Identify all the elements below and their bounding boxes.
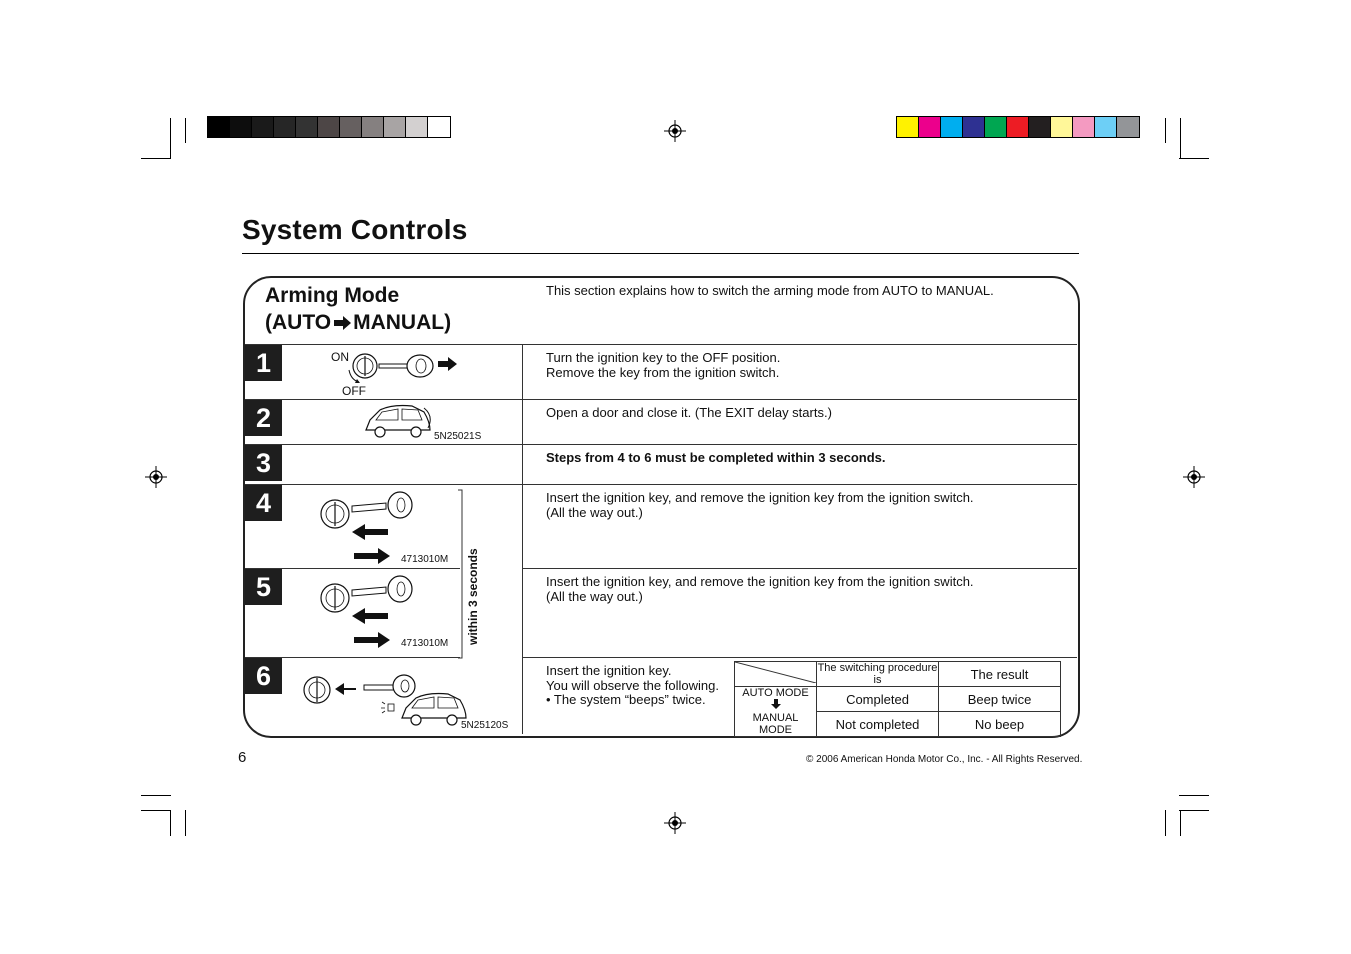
color-swatch xyxy=(1007,117,1029,137)
crop-mark xyxy=(141,810,171,811)
row-divider xyxy=(245,344,1077,345)
color-swatch xyxy=(1051,117,1073,137)
color-swatch xyxy=(941,117,963,137)
registration-mark-icon xyxy=(664,120,686,142)
crop-mark xyxy=(141,795,171,796)
color-swatch xyxy=(1073,117,1095,137)
crop-mark xyxy=(1180,810,1181,836)
procedure-completed: Completed xyxy=(817,687,939,712)
header-result: The result xyxy=(939,662,1061,687)
crop-mark xyxy=(1179,810,1209,811)
crop-mark xyxy=(1179,795,1209,796)
row-divider xyxy=(523,657,1077,658)
step-number-6: 6 xyxy=(245,658,282,694)
color-swatch xyxy=(384,117,406,137)
car-door-icon xyxy=(362,402,434,440)
mode-change-cell xyxy=(735,687,817,737)
color-swatch xyxy=(318,117,340,137)
step-number-3: 3 xyxy=(245,445,282,481)
ignition-key-off-icon xyxy=(345,348,465,388)
section-title xyxy=(265,282,451,336)
step-number-5: 5 xyxy=(245,569,282,605)
registration-mark-icon xyxy=(664,812,686,834)
crop-mark xyxy=(1165,810,1166,836)
ignition-off-label: OFF xyxy=(342,384,366,398)
crop-mark xyxy=(141,158,171,159)
arrow-right-icon xyxy=(332,315,352,331)
process-color-bar xyxy=(896,116,1140,138)
arrow-down-icon xyxy=(771,699,781,709)
diagonal-line xyxy=(735,662,816,683)
color-swatch xyxy=(274,117,296,137)
page-title: System Controls xyxy=(242,214,468,245)
color-swatch xyxy=(919,117,941,137)
figure-code: 5N25120S xyxy=(461,720,509,731)
mode-from-label: AUTO MODE xyxy=(742,687,809,699)
color-swatch xyxy=(985,117,1007,137)
grayscale-color-bar xyxy=(207,116,451,138)
color-swatch xyxy=(362,117,384,137)
crop-mark xyxy=(1165,118,1166,143)
figure-code: 4713010M xyxy=(401,638,449,649)
row-divider xyxy=(523,568,1077,569)
registration-mark-icon xyxy=(145,466,167,488)
step-6-text: Insert the ignition key. You will observe the following. • The system “beeps” twice. xyxy=(546,663,719,707)
step-number-2: 2 xyxy=(245,400,282,436)
color-swatch xyxy=(963,117,985,137)
color-swatch xyxy=(897,117,919,137)
table-corner-cell xyxy=(735,662,817,687)
section-title-line1: Arming Mode xyxy=(265,284,400,307)
title-rule xyxy=(242,253,1079,254)
row-divider xyxy=(245,444,1077,445)
color-swatch xyxy=(428,117,450,137)
insert-key-beep-icon xyxy=(302,664,472,726)
within-3-seconds-label: within 3 seconds xyxy=(466,548,480,645)
procedure-not-completed: Not completed xyxy=(817,712,939,737)
mode-to-label: MANUAL MODE xyxy=(752,712,799,736)
page-number: 6 xyxy=(238,749,247,766)
result-no-beep: No beep xyxy=(939,712,1061,737)
crop-mark xyxy=(1180,118,1181,158)
row-divider xyxy=(245,399,1077,400)
figure-code: 5N25021S xyxy=(434,431,482,442)
registration-mark-icon xyxy=(1183,466,1205,488)
copyright: © 2006 American Honda Motor Co., Inc. - All Rights Reserved. xyxy=(806,754,1083,765)
color-swatch xyxy=(296,117,318,137)
crop-mark xyxy=(185,810,186,836)
bracket xyxy=(456,489,466,659)
crop-mark xyxy=(170,118,171,158)
step-1-text: Turn the ignition key to the OFF position. Remove the key from the ignition switch. xyxy=(546,350,781,380)
color-swatch xyxy=(406,117,428,137)
step-3-text: Steps from 4 to 6 must be completed within 3 seconds. xyxy=(546,450,886,465)
color-swatch xyxy=(208,117,230,137)
step-number-4: 4 xyxy=(245,485,282,521)
column-divider xyxy=(522,344,523,734)
step-4-text: Insert the ignition key, and remove the ignition key from the ignition switch. (All the way out.) xyxy=(546,490,974,520)
ignition-on-label: ON xyxy=(331,350,349,364)
header-procedure: The switching procedure is xyxy=(817,662,938,686)
crop-mark xyxy=(170,810,171,836)
step-number-1: 1 xyxy=(245,345,282,381)
step-5-text: Insert the ignition key, and remove the ignition key from the ignition switch. (All the way out.) xyxy=(546,574,974,604)
color-swatch xyxy=(1117,117,1139,137)
section-intro: This section explains how to switch the arming mode from AUTO to MANUAL. xyxy=(546,283,994,298)
crop-mark xyxy=(185,118,186,143)
result-beep-twice: Beep twice xyxy=(939,687,1061,712)
color-swatch xyxy=(1029,117,1051,137)
section-title-line2: (AUTO MANUAL) xyxy=(265,311,452,334)
figure-code: 4713010M xyxy=(401,554,449,565)
color-swatch xyxy=(1095,117,1117,137)
step-2-text: Open a door and close it. (The EXIT delay starts.) xyxy=(546,405,832,420)
row-divider xyxy=(245,484,1077,485)
color-swatch xyxy=(230,117,252,137)
mode-result-table xyxy=(734,661,1061,737)
color-swatch xyxy=(252,117,274,137)
color-swatch xyxy=(340,117,362,137)
crop-mark xyxy=(1179,158,1209,159)
